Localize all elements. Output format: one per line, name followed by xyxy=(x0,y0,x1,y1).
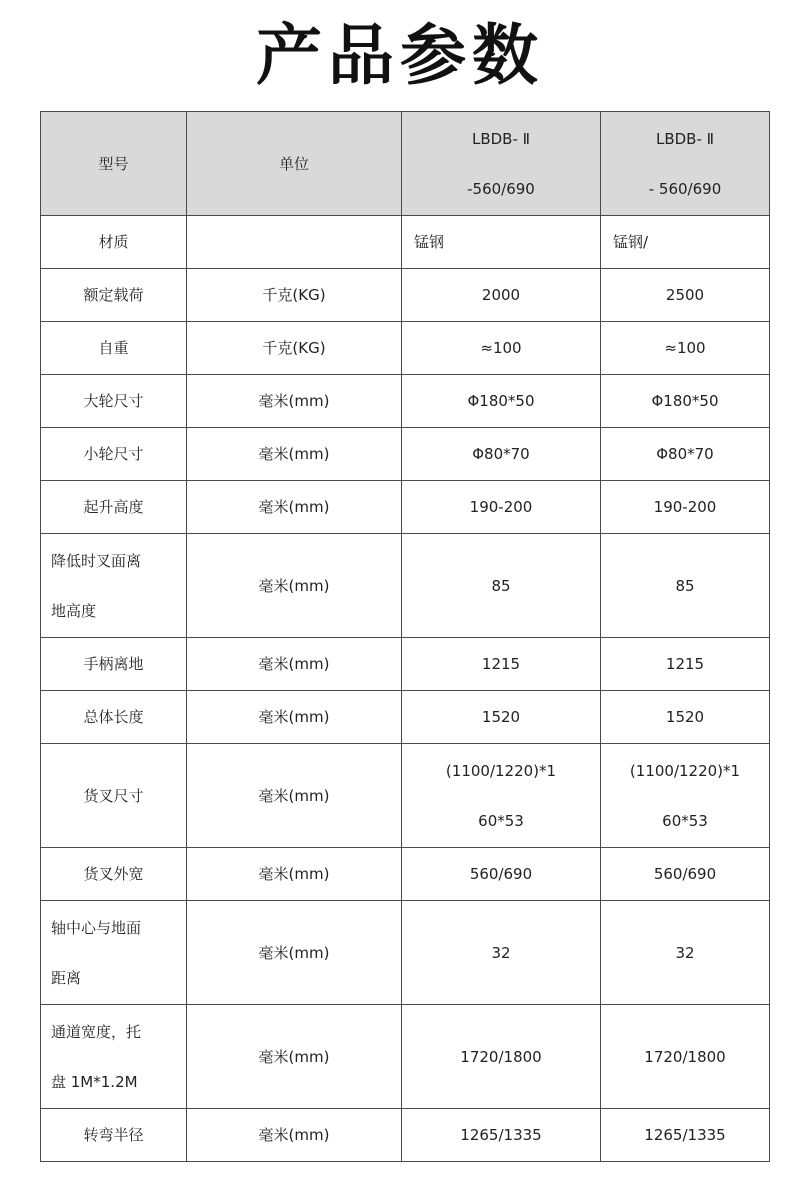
row-unit xyxy=(187,216,402,269)
row-label: 转弯半径 xyxy=(41,1109,187,1162)
row-label-line1: 轴中心与地面 xyxy=(51,918,142,937)
row-label: 起升高度 xyxy=(41,481,187,534)
header-unit: 单位 xyxy=(187,112,402,216)
row-label-line2: 距离 xyxy=(51,968,82,987)
row-value-2: 1520 xyxy=(601,691,770,744)
table-row xyxy=(41,1109,770,1162)
row-value-2: 190-200 xyxy=(601,481,770,534)
row-value-2: 锰钢/ xyxy=(601,216,770,269)
table-row xyxy=(41,638,770,691)
row-value-1 xyxy=(402,744,601,848)
table-row xyxy=(41,1005,770,1109)
header-col1 xyxy=(402,112,601,216)
row-value-1: 1720/1800 xyxy=(402,1005,601,1109)
row-value-2: 85 xyxy=(601,534,770,638)
row-label: 额定载荷 xyxy=(41,269,187,322)
row-unit: 毫米(mm) xyxy=(187,481,402,534)
table-row xyxy=(41,269,770,322)
row-value-2-line1: (1100/1220)*1 xyxy=(629,761,741,780)
row-label: 货叉外宽 xyxy=(41,848,187,901)
table-header-row xyxy=(41,112,770,216)
table-row xyxy=(41,375,770,428)
row-value-1: 190-200 xyxy=(402,481,601,534)
row-label-line1: 通道宽度，托 xyxy=(51,1022,142,1041)
header-col2-line2: - 560/690 xyxy=(648,179,722,198)
table-row xyxy=(41,322,770,375)
table-row xyxy=(41,481,770,534)
header-col2-line1: LBDB- Ⅱ xyxy=(655,129,715,148)
row-label: 总体长度 xyxy=(41,691,187,744)
row-value-1: 85 xyxy=(402,534,601,638)
header-model: 型号 xyxy=(41,112,187,216)
row-unit: 毫米(mm) xyxy=(187,638,402,691)
row-value-2 xyxy=(601,744,770,848)
row-unit: 毫米(mm) xyxy=(187,428,402,481)
header-col1-line1: LBDB- Ⅱ xyxy=(471,129,531,148)
table-row xyxy=(41,744,770,848)
row-value-1: 1520 xyxy=(402,691,601,744)
row-value-2: 1215 xyxy=(601,638,770,691)
row-label: 货叉尺寸 xyxy=(41,744,187,848)
page-title: 产品参数 xyxy=(256,17,544,94)
row-unit: 毫米(mm) xyxy=(187,691,402,744)
row-label-line2: 盘 1M*1.2M xyxy=(51,1072,138,1091)
spec-table xyxy=(40,111,770,1162)
row-label xyxy=(41,534,187,638)
row-unit: 毫米(mm) xyxy=(187,744,402,848)
row-value-2: 560/690 xyxy=(601,848,770,901)
row-unit: 毫米(mm) xyxy=(187,1109,402,1162)
row-value-2: 32 xyxy=(601,901,770,1005)
table-row xyxy=(41,534,770,638)
row-value-2: ≈100 xyxy=(601,322,770,375)
row-value-1-line1: (1100/1220)*1 xyxy=(445,761,557,780)
row-value-1-line2: 60*53 xyxy=(478,811,524,830)
row-unit: 千克(KG) xyxy=(187,269,402,322)
row-label xyxy=(41,1005,187,1109)
row-value-1: ≈100 xyxy=(402,322,601,375)
header-col1-line2: -560/690 xyxy=(467,179,535,198)
row-label: 材质 xyxy=(41,216,187,269)
row-label: 手柄离地 xyxy=(41,638,187,691)
row-label: 自重 xyxy=(41,322,187,375)
row-label: 大轮尺寸 xyxy=(41,375,187,428)
row-unit: 毫米(mm) xyxy=(187,375,402,428)
table-row xyxy=(41,428,770,481)
row-unit: 毫米(mm) xyxy=(187,848,402,901)
row-label xyxy=(41,901,187,1005)
row-value-1: 1265/1335 xyxy=(402,1109,601,1162)
row-unit: 毫米(mm) xyxy=(187,1005,402,1109)
row-label-line1: 降低时叉面离 xyxy=(51,551,142,570)
row-value-1: 2000 xyxy=(402,269,601,322)
row-value-2: Φ180*50 xyxy=(601,375,770,428)
row-value-1: Φ180*50 xyxy=(402,375,601,428)
row-value-1: 32 xyxy=(402,901,601,1005)
table-row xyxy=(41,216,770,269)
row-value-2: 1265/1335 xyxy=(601,1109,770,1162)
row-label: 小轮尺寸 xyxy=(41,428,187,481)
row-value-1: 560/690 xyxy=(402,848,601,901)
row-unit: 毫米(mm) xyxy=(187,901,402,1005)
table-row xyxy=(41,901,770,1005)
row-value-2: 2500 xyxy=(601,269,770,322)
row-value-2: 1720/1800 xyxy=(601,1005,770,1109)
row-value-1: 锰钢 xyxy=(402,216,601,269)
table-row xyxy=(41,848,770,901)
row-unit: 千克(KG) xyxy=(187,322,402,375)
row-value-1: Φ80*70 xyxy=(402,428,601,481)
row-value-2-line2: 60*53 xyxy=(662,811,708,830)
header-col2 xyxy=(601,112,770,216)
row-label-line2: 地高度 xyxy=(51,601,97,620)
row-value-2: Φ80*70 xyxy=(601,428,770,481)
row-value-1: 1215 xyxy=(402,638,601,691)
table-row xyxy=(41,691,770,744)
row-unit: 毫米(mm) xyxy=(187,534,402,638)
